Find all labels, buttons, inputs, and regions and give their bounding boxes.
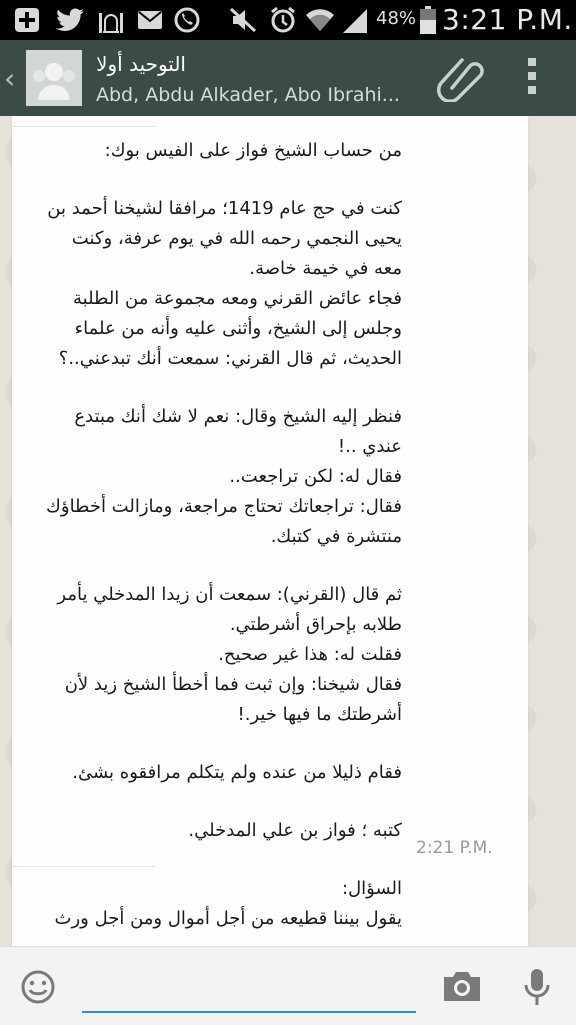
chat-area[interactable] [0,116,576,946]
overflow-menu-icon[interactable] [528,58,536,100]
emoji-icon[interactable] [20,969,56,1009]
message-line: من حساب الشيخ فواز على الفيس بوك: [104,140,402,161]
mail-icon [136,6,164,34]
mosque-icon [96,6,126,34]
message-text [2,874,402,934]
add-icon [12,6,42,34]
message-line: فقال شيخنا: وإن ثبت فما أخطأ الشيخ زيد لأن [64,674,402,695]
signal-icon [340,6,368,34]
message-line: معه في خيمة خاصة. [249,258,402,279]
chat-members[interactable]: Abd, Abdu Alkader, Abo Ibrahi... [96,84,400,106]
camera-icon[interactable] [442,969,482,1007]
message-line: فقلت له: هذا غير صحيح. [218,644,402,665]
message-separator [12,866,156,867]
message-separator [12,126,156,127]
message-line: السؤال: [342,878,402,899]
group-avatar-icon[interactable] [26,50,82,106]
message-line: أشرطتك ما فيها خير.! [237,704,402,725]
alarm-icon [268,6,298,34]
twitter-icon [54,6,86,34]
message-line: فقال: تراجعاتك تحتاج مراجعة، ومازالت أخطاؤك [46,496,402,517]
message-line: فقال له: لكن تراجعت.. [229,466,402,487]
battery-icon [418,6,438,34]
message-line: منتشرة في كتبك. [270,526,402,547]
message-timestamp: 2:21 P.M. [416,838,493,858]
message-line: كنت في حج عام 1419؛ مرافقا لشيخنا أحمد بن [47,198,402,219]
mute-icon [228,6,258,34]
message-line: يقول بيننا قطيعه من أجل أموال ومن أجل ورث [54,908,402,929]
chat-title[interactable]: التوحيد أولا [96,52,186,76]
wifi-icon [304,6,336,34]
message-line: يحيى النجمي رحمه الله في يوم عرفة، وكنت [71,228,402,249]
battery-percent: 48% [376,8,417,29]
message-text [2,136,402,846]
message-input[interactable] [82,1011,416,1013]
message-line: كتبه ؛ فواز بن علي المدخلي. [188,820,402,841]
message-line: عندي ..! [337,436,402,457]
message-line: الحديث، ثم قال القرني: سمعت أنك تبدعني..؟ [58,348,402,369]
message-line: فنظر إليه الشيخ وقال: نعم لا شك أنك مبتدع [74,406,402,427]
message-line: فقام ذليلا من عنده ولم يتكلم مرافقوه بشئ. [72,762,402,783]
message-line: وجلس إلى الشيخ، وأثنى عليه وأنه من علماء [74,318,402,339]
message-line: فجاء عائض القرني ومعه مجموعة من الطلبة [73,288,402,309]
viber-icon [172,6,202,34]
microphone-icon[interactable] [522,967,552,1011]
status-bar [0,0,576,40]
message-line: طلابه بإحراق أشرطتي. [229,614,402,635]
message-line: ثم قال (القرني): سمعت أن زيدا المدخلي يأمر [57,584,402,605]
back-icon[interactable]: ‹ [4,62,16,95]
status-time: 3:21 P.M. [442,3,573,36]
chat-header [0,40,576,116]
paperclip-icon[interactable] [436,54,484,106]
input-bar [0,946,576,1025]
